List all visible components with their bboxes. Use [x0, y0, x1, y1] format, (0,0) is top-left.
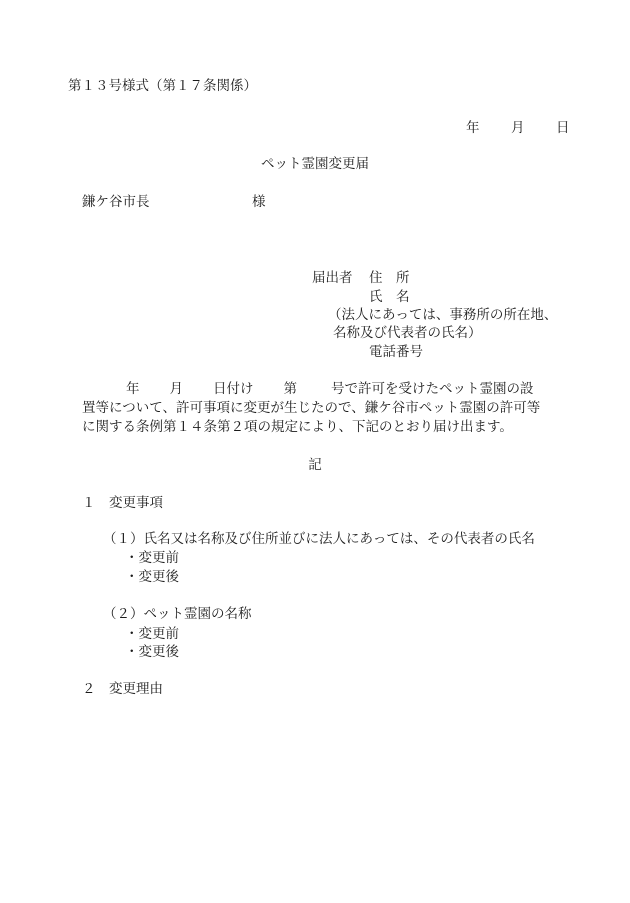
date-year-label: 年 [466, 120, 480, 136]
section1-sub2-heading: （２）ペット霊園の名称 [103, 606, 252, 622]
applicant-block [312, 272, 582, 362]
body-line-2: 置等について、許可事項に変更が生じたので、鎌ケ谷市ペット霊園の許可等 [82, 400, 541, 416]
phone-label: 電話番号 [369, 344, 423, 360]
body-line-1 [82, 380, 582, 399]
section1-sub1-before: ・変更前 [125, 550, 179, 566]
corporate-note-line2: 名称及び代表者の氏名） [333, 325, 482, 341]
applicant-label: 届出者 [312, 270, 353, 286]
document-title: ペット霊園変更届 [261, 156, 369, 172]
body-line1-tail: 号で許可を受けたペット霊園の設 [331, 381, 534, 397]
section1-heading: １ 変更事項 [82, 495, 163, 511]
body-month: 月 [169, 381, 183, 397]
section2-heading: ２ 変更理由 [82, 681, 163, 697]
section1-sub1-heading: （１）氏名又は名称及び住所並びに法人にあっては、その代表者の氏名 [103, 531, 535, 547]
ki-heading: 記 [308, 457, 322, 473]
addressee-name: 鎌ケ谷市長 [82, 194, 150, 210]
addressee-honorific: 様 [252, 194, 266, 210]
section1-sub2-after: ・変更後 [125, 644, 179, 660]
body-paragraph [82, 380, 582, 437]
body-line-3: に関する条例第１４条第２項の規定により、下記のとおり届け出ます。 [82, 419, 513, 435]
address-label: 住 所 [369, 270, 410, 286]
form-number: 第１３号様式（第１７条関係） [68, 78, 257, 94]
section1-sub2-before: ・変更前 [125, 626, 179, 642]
corporate-note-line1: （法人にあっては、事務所の所在地、 [328, 307, 558, 323]
name-label: 氏 名 [369, 289, 410, 305]
body-number-prefix: 第 [283, 381, 297, 397]
body-year: 年 [126, 381, 140, 397]
date-month-label: 月 [511, 120, 525, 136]
body-date-suffix: 日付け [213, 381, 254, 397]
section1-sub1-after: ・変更後 [125, 569, 179, 585]
date-day-label: 日 [556, 120, 570, 136]
